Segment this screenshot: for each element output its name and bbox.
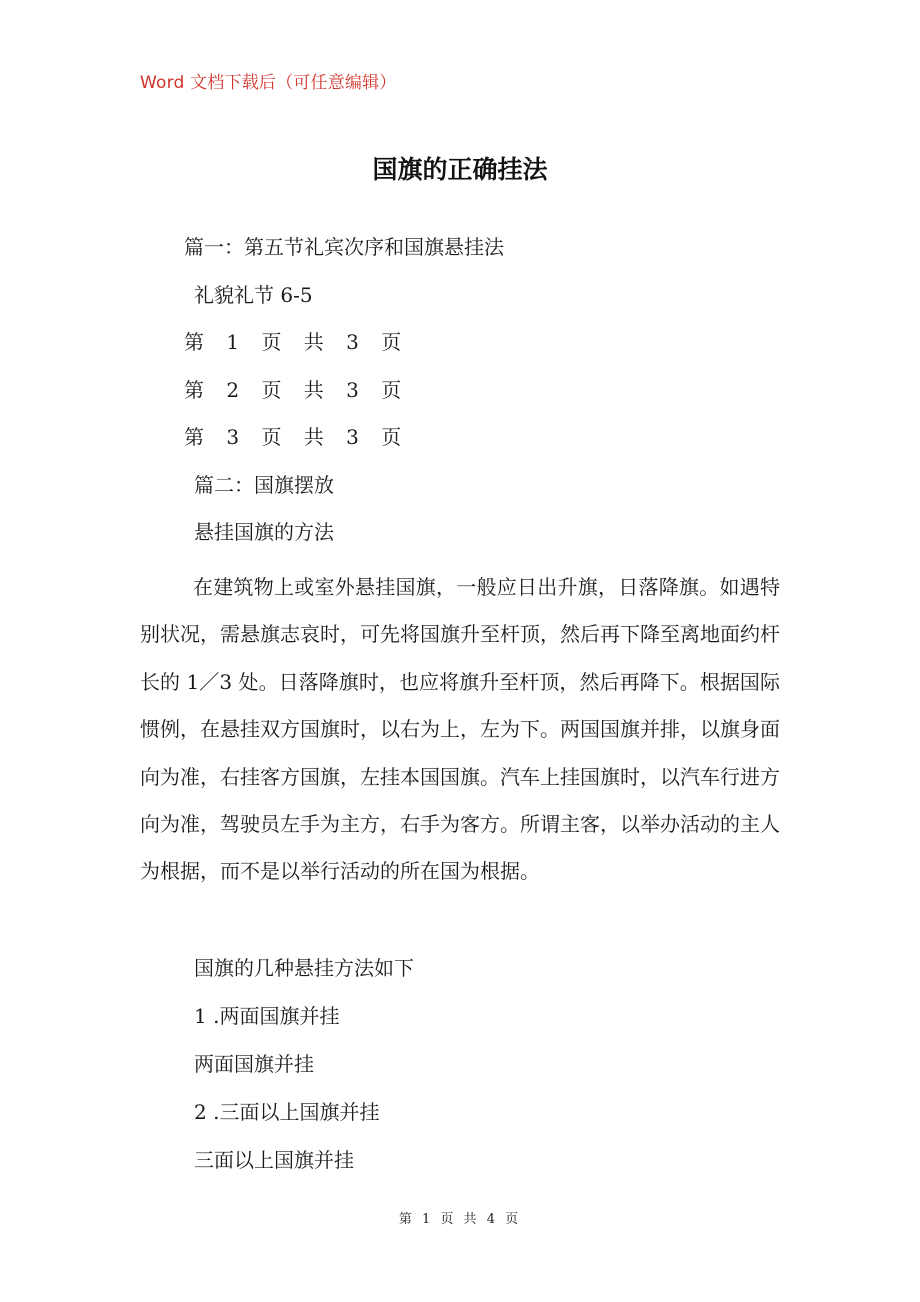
list-item-caption: 两面国旗并挂	[194, 1052, 314, 1076]
body-paragraph: 在建筑物上或室外悬挂国旗，一般应日出升旗，日落降旗。如遇特别状况，需悬旗志哀时，可先将国旗升至杆顶，然后再下降至离地面约杆长的 1／3 处。日落降旗时，也应将旗升至杆顶，然后再降下。根据国际惯例，在悬挂双方国旗时，以右为上，左为下。两国国旗并排，以旗身面向为准，右挂客方国旗，左挂本国国旗。汽车上挂国旗时，以汽车行进方向为准，驾驶员左手为主方，右手为客方。所谓主客，以举办活动的主人为根据，而不是以举行活动的所在国为根据。	[140, 575, 780, 884]
document-title: 国旗的正确挂法	[372, 155, 548, 184]
list-item: 1 .两面国旗并挂	[194, 1004, 340, 1028]
page-ref-line: 第 1 页 共 3 页	[184, 330, 410, 354]
list-item-caption: 三面以上国旗并挂	[194, 1148, 354, 1172]
subsection-heading: 悬挂国旗的方法	[194, 520, 334, 544]
subsection-label: 礼貌礼节 6-5	[194, 283, 313, 307]
list-item: 2 .三面以上国旗并挂	[194, 1100, 380, 1124]
section-heading-2: 篇二：国旗摆放	[194, 473, 334, 497]
header-note: Word 文档下载后（可任意编辑）	[140, 73, 397, 93]
section-heading-1: 篇一：第五节礼宾次序和国旗悬挂法	[184, 235, 504, 259]
page-ref-line: 第 3 页 共 3 页	[184, 425, 410, 449]
page-ref-line: 第 2 页 共 3 页	[184, 378, 410, 402]
page-footer: 第 1 页 共 4 页	[398, 1212, 522, 1227]
list-intro: 国旗的几种悬挂方法如下	[194, 956, 414, 980]
